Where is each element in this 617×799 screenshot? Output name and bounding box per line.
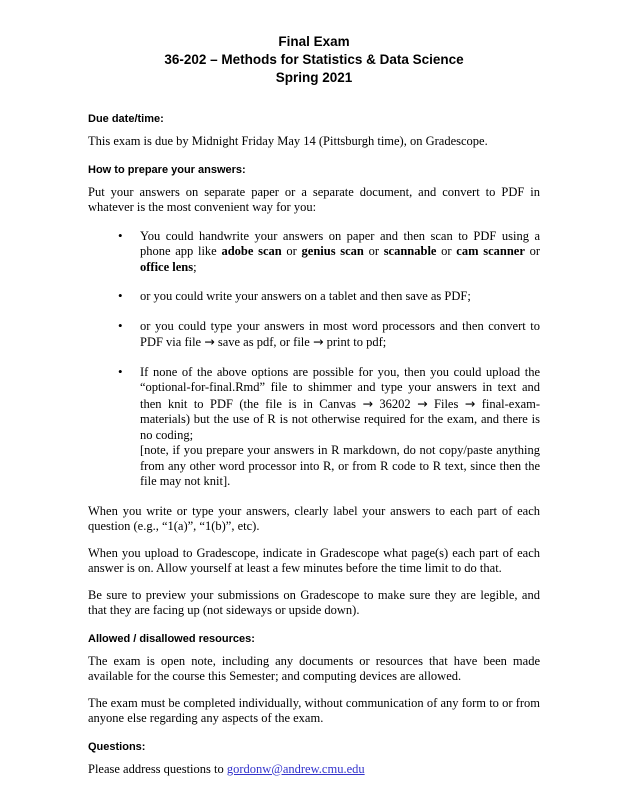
questions-paragraph (88, 762, 540, 778)
label-answers-paragraph: When you write or type your answers, clearly label your answers to each part of each question (e.g., “1(a)”, “1(b)”, etc). (88, 503, 540, 533)
text-segment: or (436, 244, 457, 258)
bold-text-segment: genius scan (301, 244, 364, 258)
text-segment: or (524, 244, 540, 258)
questions-heading: Questions: (88, 740, 146, 753)
prepare-intro-paragraph: Put your answers on separate paper or a separate document, and convert to PDF in whatever is the most convenient way for you: (88, 184, 540, 214)
prepare-answers-heading: How to prepare your answers: (88, 163, 246, 176)
text-segment: or you could type your answers in most word processors and then convert to PDF via file (140, 318, 540, 349)
text-segment: ; (193, 259, 197, 274)
resources-heading: Allowed / disallowed resources: (88, 632, 255, 645)
text-segment: print to pdf; (323, 335, 387, 349)
list-item-tablet (140, 289, 540, 305)
text-segment: or (281, 244, 302, 258)
open-note-paragraph: The exam is open note, including any documents or resources that have been made available for the course this Semester; and computing devices are allowed. (88, 653, 540, 683)
preview-submissions-paragraph: Be sure to preview your submissions on Gradescope to make sure they are legible, and that they are facing up (not sideways or upside down). (88, 587, 540, 617)
arrow-glyph: → (464, 395, 476, 411)
text-segment: or you could write your answers on a tablet and then save as PDF; (140, 289, 471, 303)
due-date-paragraph: This exam is due by Midnight Friday May 14 (Pittsburgh time), on Gradescope. (88, 134, 488, 148)
upload-gradescope-paragraph: When you upload to Gradescope, indicate in Gradescope what page(s) each part of each answer is on. Allow yourself at least a few minutes before the time limit to do that. (88, 545, 540, 575)
text-segment: save as pdf, or file (214, 335, 313, 349)
title-exam-name: Final Exam (278, 34, 350, 49)
text-segment: 36202 (372, 396, 418, 411)
arrow-glyph: → (204, 334, 215, 349)
due-date-heading: Due date/time: (88, 113, 164, 125)
bold-text-segment: adobe scan (221, 244, 282, 258)
list-item-word-processor (140, 319, 540, 351)
list-item-handwrite-scan (140, 229, 540, 276)
list-item-rmd-file (140, 365, 540, 490)
arrow-glyph: → (362, 395, 373, 411)
questions-prefix-text: Please address questions to (88, 761, 227, 776)
document-title (88, 33, 540, 87)
text-segment: Files (427, 396, 465, 411)
bold-text-segment: office lens (140, 259, 194, 274)
arrow-glyph: → (312, 334, 324, 349)
email-link[interactable]: gordonw@andrew.cmu.edu (226, 761, 365, 776)
text-segment: final-exam-materials) but the use of R is not otherwise required for the exam, and there is no coding; (140, 396, 541, 442)
prepare-options-list (88, 229, 540, 490)
arrow-glyph: → (417, 395, 428, 411)
text-segment: You could handwrite your answers on paper and then scan to PDF using a phone app like (140, 228, 540, 258)
text-segment: or (363, 244, 384, 258)
title-course: 36-202 – Methods for Statistics & Data Science (164, 52, 464, 67)
bold-text-segment: scannable (383, 244, 437, 258)
bold-text-segment: cam scanner (456, 244, 525, 258)
title-semester: Spring 2021 (275, 70, 353, 85)
text-segment: If none of the above options are possible for you, then you could upload the “optional-for-final.Rmd” file to shimmer and type your answers in text and then knit to PDF (the file is in Canvas (140, 364, 540, 411)
text-segment: [note, if you prepare your answers in R markdown, do not copy/paste anything from any other word processor into R, or from R code to R text, since then the file may not knit]. (140, 443, 540, 488)
individual-work-paragraph: The exam must be completed individually, without communication of any form to or from anyone else regarding any aspects of the exam. (88, 695, 540, 725)
